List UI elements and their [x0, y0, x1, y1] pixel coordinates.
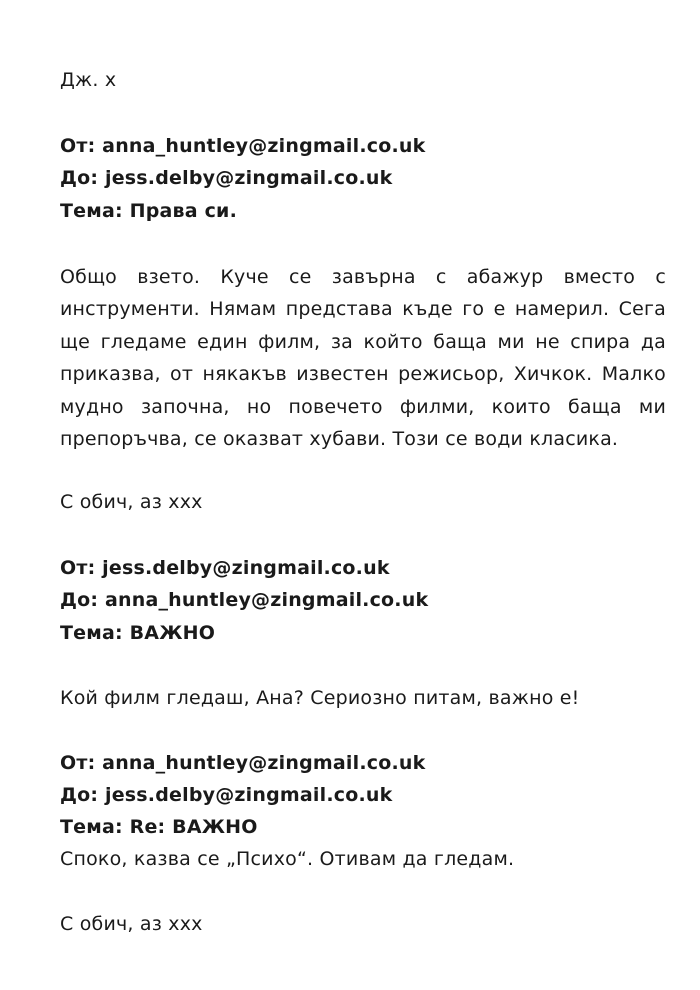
- email-2-subject: Тема: ВАЖНО: [60, 622, 216, 644]
- email-3-to: До: jess.delby@zingmail.co.uk: [60, 784, 393, 806]
- email-1-to: До: jess.delby@zingmail.co.uk: [60, 167, 393, 189]
- email-3-subject: Тема: Re: ВАЖНО: [60, 816, 258, 838]
- email-2-to: До: anna_huntley@zingmail.co.uk: [60, 589, 429, 611]
- email-2-body: Кой филм гледаш, Ана? Сериозно питам, важно е!: [60, 687, 580, 709]
- email-1-from: От: anna_huntley@zingmail.co.uk: [60, 135, 426, 157]
- email-3-body: Споко, казва се „Психо“. Отивам да гледам.: [60, 848, 515, 870]
- document-page: [60, 0, 666, 990]
- email-1-subject: Тема: Права си.: [60, 200, 237, 222]
- email-1-signoff: С обич, аз ххх: [60, 491, 203, 513]
- email-3-from: От: anna_huntley@zingmail.co.uk: [60, 752, 426, 774]
- email-1-body: Общо взето. Куче се завърна с абажур вместо с инструменти. Нямам представа къде го е намерил. Сега ще гледаме един филм, за който баща ми не спира да приказва, от някакъв известен режисьор, Хичкок. Малко мудно започна, но повечето филми, които баща ми препоръчва, се оказват хубави. Този се води класика.: [60, 266, 666, 451]
- greeting-line: Дж. х: [60, 69, 117, 91]
- email-3-signoff: С обич, аз ххх: [60, 913, 203, 935]
- email-2-from: От: jess.delby@zingmail.co.uk: [60, 557, 390, 579]
